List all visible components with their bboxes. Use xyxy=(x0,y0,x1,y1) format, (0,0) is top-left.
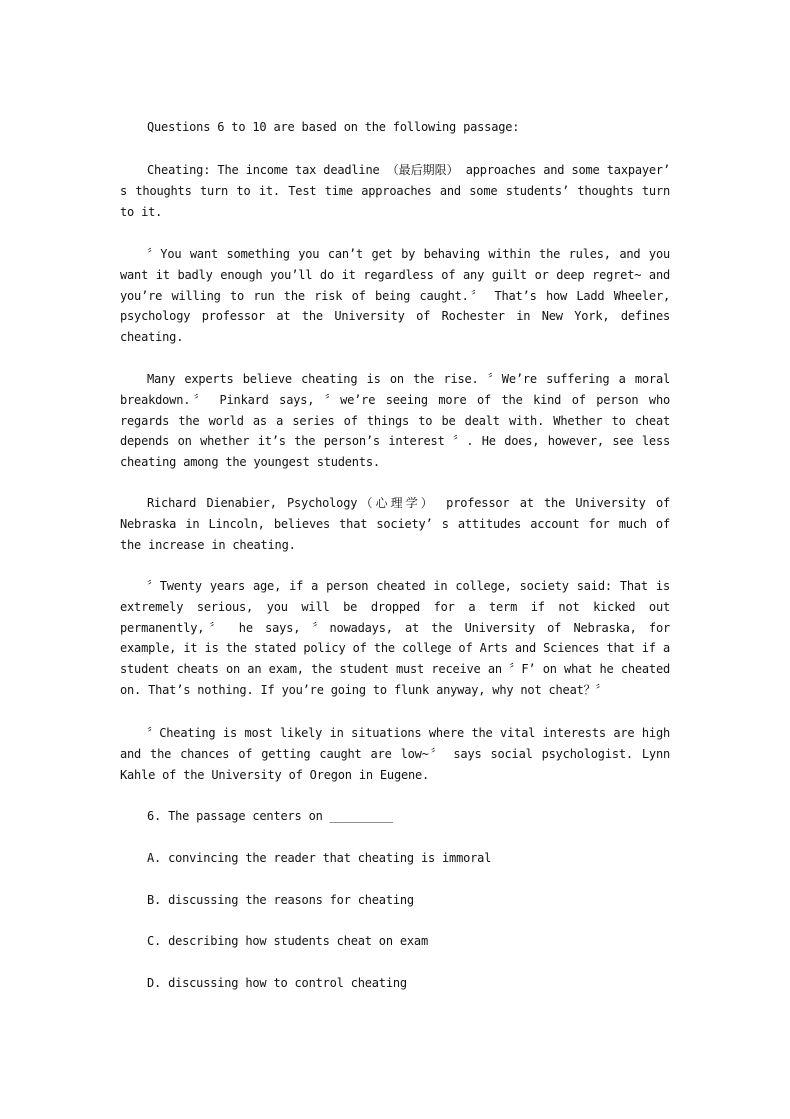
paragraph-experts: Many experts believe cheating is on the rise. 〞We’re suffering a moral breakdown.〞 Pinkard says, 〞we’re seeing more of the kind of person who regards the world as a series of things to be dealt with. Whether to cheat depends on whether it’s the person’s interest 〞. He does, however, see less cheating among the youngest students. xyxy=(120,372,670,470)
paragraph-kahle: 〞Cheating is most likely in situations where the vital interests are high and the chances of getting caught are low~〞 says social psychologist. Lynn Kahle of the University of Oregon in Eugene. xyxy=(120,726,670,782)
intro-line: Questions 6 to 10 are based on the following passage: xyxy=(147,120,520,134)
paragraph-twenty-years: 〞Twenty years age, if a person cheated in college, society said: That is extremely serious, you will be dropped for a term if not kicked out permanently,〞 he says, 〞nowadays, at the University of Nebraska, for example, it is the stated policy of the college of Arts and Sciences that if a student cheats on an exam, the student must receive an 〞F’ on what he cheated on. That’s nothing. If you’re going to flunk anyway, why not cheat？〞 xyxy=(120,579,670,697)
option-b: B. discussing the reasons for cheating xyxy=(147,893,414,907)
question-stem: 6. The passage centers on _________ xyxy=(147,809,393,823)
option-d: D. discussing how to control cheating xyxy=(147,976,407,990)
paragraph-cheating-intro: Cheating: The income tax deadline （最后期限） approaches and some taxpayer’ s thoughts turn to it. Test time approaches and some students’ thoughts turn to it. xyxy=(120,163,670,219)
paragraph-wheeler-definition: 〞You want something you can’t get by behaving within the rules, and you want it badly enough you’ll do it regardless of any guilt or deep regret~ and you’re willing to run the risk of being caught.〞 That’s how Ladd Wheeler, psychology professor at the University of Rochester in New York, defines cheating. xyxy=(120,247,670,345)
option-c: C. describing how students cheat on exam xyxy=(147,934,428,948)
option-a: A. convincing the reader that cheating is immoral xyxy=(147,851,492,865)
document-page xyxy=(120,0,670,1119)
paragraph-dienabier: Richard Dienabier, Psychology（心理学） professor at the University of Nebraska in Lincoln, believes that society’ s attitudes account for much of the increase in cheating. xyxy=(120,496,670,552)
